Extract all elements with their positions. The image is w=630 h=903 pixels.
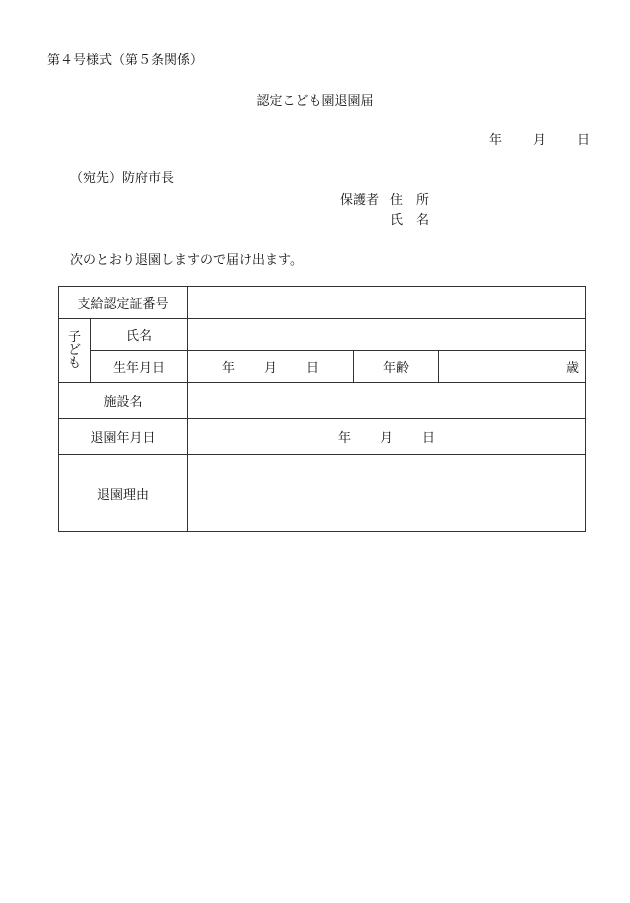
cert-number-field[interactable] — [188, 287, 586, 319]
withdrawal-day: 日 — [422, 431, 436, 446]
facility-field[interactable] — [188, 383, 586, 419]
cert-number-row — [59, 287, 586, 319]
date-year: 年 — [489, 133, 503, 148]
reason-label: 退園理由 — [59, 455, 188, 532]
reason-field[interactable] — [188, 455, 586, 532]
guardian-name-label: 氏 名 — [390, 213, 430, 228]
withdrawal-form-table — [58, 286, 586, 532]
form-number-label: 第４号様式（第５条関係） — [47, 53, 204, 68]
child-birthdate-row — [59, 351, 586, 383]
recipient-line: （宛先）防府市長 — [70, 171, 175, 186]
withdrawal-year: 年 — [338, 431, 352, 446]
guardian-address-line — [340, 189, 429, 208]
birth-day: 日 — [306, 361, 320, 376]
age-unit: 歳 — [566, 361, 580, 376]
child-name-label: 氏名 — [91, 319, 188, 351]
withdrawal-date-field[interactable] — [188, 419, 586, 455]
child-name-field[interactable] — [188, 319, 586, 351]
birth-month: 月 — [264, 361, 278, 376]
withdrawal-month: 月 — [380, 431, 394, 446]
birthdate-label: 生年月日 — [91, 351, 188, 383]
statement-text: 次のとおり退園しますので届け出ます。 — [70, 253, 303, 268]
reason-row — [59, 455, 586, 532]
birth-year: 年 — [221, 361, 235, 376]
date-day: 日 — [577, 133, 591, 148]
date-month: 月 — [533, 133, 547, 148]
child-section-label: 子 ど も — [59, 319, 91, 383]
age-field[interactable] — [439, 351, 586, 383]
guardian-address-label: 住 所 — [390, 193, 430, 208]
age-label: 年齢 — [354, 351, 439, 383]
withdrawal-date-label: 退園年月日 — [59, 419, 188, 455]
cert-number-label: 支給認定証番号 — [59, 287, 188, 319]
facility-label: 施設名 — [59, 383, 188, 419]
facility-row — [59, 383, 586, 419]
birthdate-field[interactable] — [188, 351, 354, 383]
child-name-row — [59, 319, 586, 351]
withdrawal-date-row — [59, 419, 586, 455]
guardian-role: 保護者 — [340, 193, 380, 208]
submission-date — [489, 129, 590, 148]
document-title: 認定こども園退園届 — [256, 94, 374, 109]
